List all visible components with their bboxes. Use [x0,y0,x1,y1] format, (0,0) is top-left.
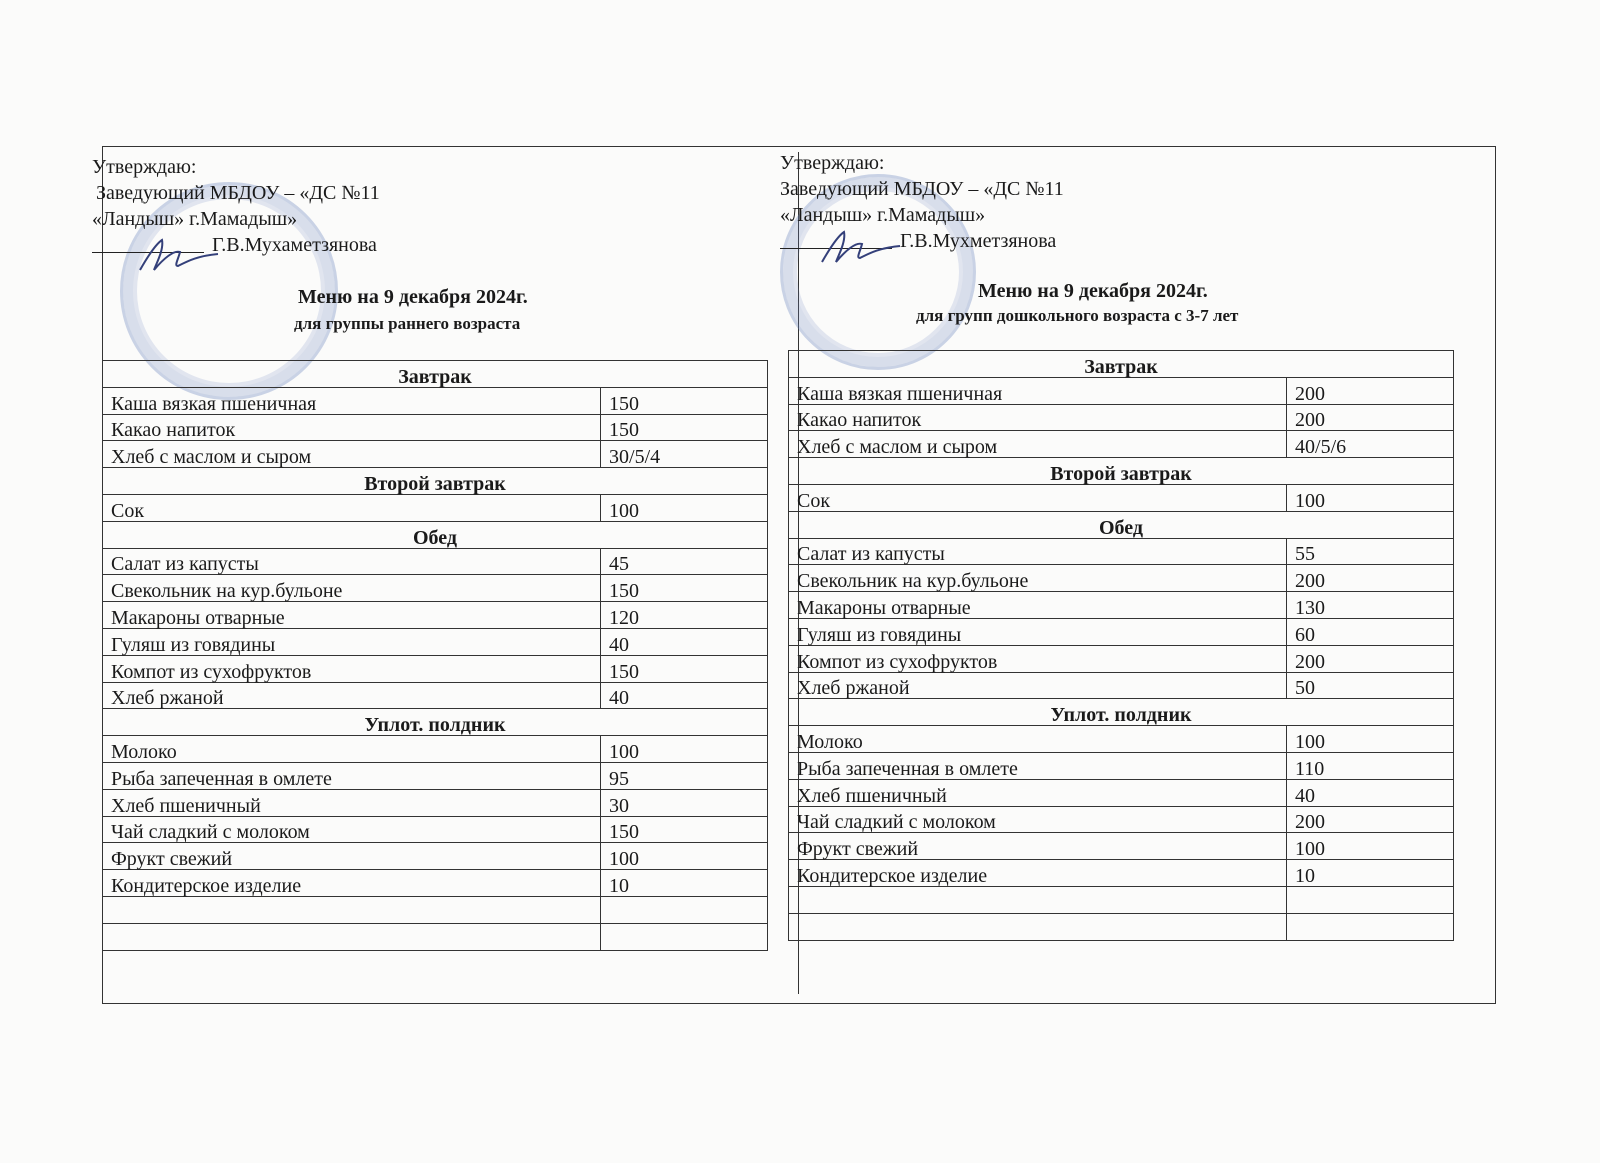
dish-name: Фрукт свежий [789,833,1287,860]
table-row [103,387,768,414]
table-row [103,414,768,441]
section-header-row [103,521,768,548]
table-row [789,806,1454,833]
menu-title: Меню на 9 декабря 2024г. [298,286,528,308]
dish-name: Хлеб с маслом и сыром [103,441,601,468]
dish-name: Компот из сухофруктов [789,645,1287,672]
portion-size: 100 [1287,833,1454,860]
approval-line: Заведующий МБДОУ – «ДС №11 [780,178,1064,200]
portion-size: 200 [1287,645,1454,672]
dish-name: Салат из капусты [789,538,1287,565]
table-row [789,377,1454,404]
section-header-row [103,361,768,388]
table-row [789,484,1454,511]
table-row [789,672,1454,699]
empty-cell [1287,913,1454,940]
portion-size: 200 [1287,806,1454,833]
dish-name: Рыба запеченная в омлете [789,752,1287,779]
empty-row [789,913,1454,940]
dish-name: Макароны отварные [103,602,601,629]
portion-size: 150 [601,655,768,682]
portion-size: 100 [601,494,768,521]
handwritten-signature [134,236,224,276]
table-row [789,538,1454,565]
section-title: Второй завтрак [789,458,1454,485]
table-row [103,789,768,816]
table-row [103,736,768,763]
empty-cell [601,896,768,923]
portion-size: 200 [1287,565,1454,592]
empty-cell [103,896,601,923]
empty-cell [601,923,768,950]
table-row [103,575,768,602]
signer-name: Г.В.Мухметзянова [900,230,1057,252]
menu-table [102,360,768,951]
section-header-row [789,351,1454,378]
dish-name: Молоко [789,726,1287,753]
handwritten-signature [816,228,906,268]
section-title: Завтрак [789,351,1454,378]
table-row [103,843,768,870]
table-row [103,628,768,655]
dish-name: Кондитерское изделие [103,870,601,897]
menu-subtitle: для групп дошкольного возраста с 3-7 лет [916,306,1239,325]
dish-name: Чай сладкий с молоком [789,806,1287,833]
dish-name: Свекольник на кур.бульоне [789,565,1287,592]
portion-size: 150 [601,816,768,843]
table-row [103,494,768,521]
section-header-row [103,468,768,495]
empty-row [103,896,768,923]
empty-cell [789,913,1287,940]
dish-name: Сок [789,484,1287,511]
dish-name: Гуляш из говядины [103,628,601,655]
table-row [103,602,768,629]
dish-name: Свекольник на кур.бульоне [103,575,601,602]
dish-name: Рыба запеченная в омлете [103,762,601,789]
table-row [789,431,1454,458]
signer-name: Г.В.Мухаметзянова [212,234,377,256]
dish-name: Хлеб ржаной [103,682,601,709]
portion-size: 55 [1287,538,1454,565]
portion-size: 50 [1287,672,1454,699]
dish-name: Сок [103,494,601,521]
portion-size: 30/5/4 [601,441,768,468]
portion-size: 110 [1287,752,1454,779]
table-row [789,833,1454,860]
dish-name: Какао напиток [103,414,601,441]
table-row [103,762,768,789]
empty-row [103,923,768,950]
approval-line: Утверждаю: [92,156,197,178]
section-header-row [103,709,768,736]
section-title: Завтрак [103,361,768,388]
menu-subtitle: для группы раннего возраста [294,314,521,333]
table-row [789,645,1454,672]
table-row [789,726,1454,753]
table-row [789,404,1454,431]
portion-size: 10 [601,870,768,897]
table-row [103,441,768,468]
portion-size: 150 [601,387,768,414]
dish-name: Макароны отварные [789,592,1287,619]
dish-name: Каша вязкая пшеничная [789,377,1287,404]
table-row [789,752,1454,779]
dish-name: Компот из сухофруктов [103,655,601,682]
portion-size: 200 [1287,404,1454,431]
section-header-row [789,699,1454,726]
approval-line: «Ландыш» г.Мамадыш» [780,204,986,226]
dish-name: Фрукт свежий [103,843,601,870]
dish-name: Хлеб пшеничный [103,789,601,816]
section-title: Обед [103,521,768,548]
table-row [789,779,1454,806]
table-row [103,682,768,709]
empty-cell [1287,886,1454,913]
dish-name: Каша вязкая пшеничная [103,387,601,414]
dish-name: Салат из капусты [103,548,601,575]
table-row [789,860,1454,887]
dish-name: Хлеб с маслом и сыром [789,431,1287,458]
portion-size: 40/5/6 [1287,431,1454,458]
section-title: Второй завтрак [103,468,768,495]
approval-line: Утверждаю: [780,152,885,174]
approval-line: «Ландыш» г.Мамадыш» [92,208,298,230]
section-title: Обед [789,511,1454,538]
portion-size: 120 [601,602,768,629]
dish-name: Кондитерское изделие [789,860,1287,887]
portion-size: 40 [601,682,768,709]
dish-name: Гуляш из говядины [789,618,1287,645]
portion-size: 95 [601,762,768,789]
table-row [103,870,768,897]
portion-size: 45 [601,548,768,575]
table-row [789,618,1454,645]
section-header-row [789,511,1454,538]
section-title: Уплот. полдник [103,709,768,736]
portion-size: 60 [1287,618,1454,645]
portion-size: 150 [601,575,768,602]
portion-size: 100 [1287,726,1454,753]
approval-line: Заведующий МБДОУ – «ДС №11 [96,182,380,204]
dish-name: Хлеб пшеничный [789,779,1287,806]
empty-cell [103,923,601,950]
portion-size: 150 [601,414,768,441]
table-row [103,816,768,843]
portion-size: 40 [1287,779,1454,806]
dish-name: Какао напиток [789,404,1287,431]
portion-size: 10 [1287,860,1454,887]
portion-size: 100 [601,736,768,763]
menu-table [788,350,1454,941]
table-row [789,565,1454,592]
menu-title: Меню на 9 декабря 2024г. [978,280,1208,302]
section-header-row [789,458,1454,485]
dish-name: Чай сладкий с молоком [103,816,601,843]
portion-size: 100 [1287,484,1454,511]
portion-size: 40 [601,628,768,655]
portion-size: 30 [601,789,768,816]
dish-name: Хлеб ржаной [789,672,1287,699]
empty-row [789,886,1454,913]
table-row [103,655,768,682]
section-title: Уплот. полдник [789,699,1454,726]
dish-name: Молоко [103,736,601,763]
table-row [103,548,768,575]
empty-cell [789,886,1287,913]
table-row [789,592,1454,619]
portion-size: 100 [601,843,768,870]
portion-size: 130 [1287,592,1454,619]
portion-size: 200 [1287,377,1454,404]
